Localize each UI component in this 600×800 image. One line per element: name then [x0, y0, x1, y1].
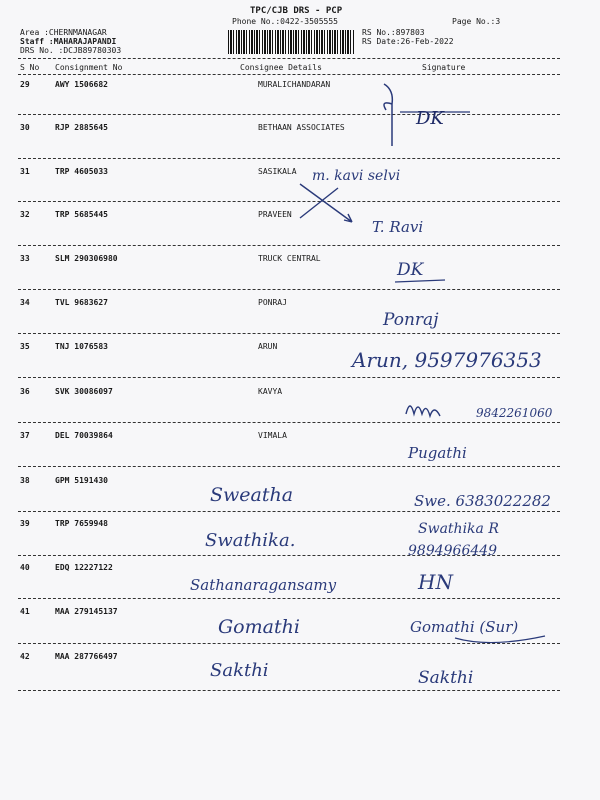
row-sno: 30: [20, 123, 30, 132]
rs-date: RS Date:26-Feb-2022: [362, 37, 454, 46]
row-consignment: TNJ 1076583: [55, 342, 108, 351]
name-r42: Sakthi: [210, 660, 269, 681]
row-sno: 35: [20, 342, 30, 351]
column-header-sno: S No: [20, 63, 40, 72]
row-sno: 29: [20, 80, 30, 89]
area-label: Area :CHERNMANAGAR: [20, 28, 107, 37]
row-consignee: BETHAAN ASSOCIATES: [258, 123, 345, 132]
row-sno: 38: [20, 476, 30, 485]
row-sno: 34: [20, 298, 30, 307]
row-sno: 39: [20, 519, 30, 528]
row-sno: 36: [20, 387, 30, 396]
row-consignment: SVK 30086097: [55, 387, 113, 396]
signature-r29: DK: [416, 108, 444, 129]
row-consignment: TRP 4605033: [55, 167, 108, 176]
signature-r40: HN: [418, 570, 453, 594]
phone-r39: 9894966449: [408, 543, 498, 559]
row-consignee: MURALICHANDARAN: [258, 80, 331, 89]
signature-r38: Swe. 6383022282: [414, 492, 551, 510]
row-consignment: MAA 287766497: [55, 652, 118, 661]
row-consignment: AWY 1506682: [55, 80, 108, 89]
row-consignment: EDQ 12227122: [55, 563, 113, 572]
name-r41: Gomathi: [218, 616, 300, 638]
row-sno: 37: [20, 431, 30, 440]
staff-label: Staff :MAHARAJAPANDI: [20, 37, 117, 46]
row-sno: 41: [20, 607, 30, 616]
row-sno: 33: [20, 254, 30, 263]
signature-r33: DK: [397, 260, 424, 280]
row-consignment: RJP 2885645: [55, 123, 108, 132]
row-consignment: TRP 5685445: [55, 210, 108, 219]
name-r40: Sathanaragansamy: [190, 576, 337, 594]
name-r39: Swathika.: [205, 530, 296, 551]
signature-r39: Swathika R: [418, 521, 499, 537]
signature-r37: Pugathi: [408, 444, 467, 462]
sheet-title: TPC/CJB DRS - PCP: [250, 6, 343, 16]
row-consignment: DEL 70039864: [55, 431, 113, 440]
row-sno: 42: [20, 652, 30, 661]
note-r31: m. kavi selvi: [312, 168, 401, 184]
signature-r32: T. Ravi: [372, 218, 424, 236]
signature-r35: Arun, 9597976353: [352, 348, 542, 372]
row-consignment: GPM 5191430: [55, 476, 108, 485]
name-r38: Sweatha: [210, 484, 294, 506]
rs-number: RS No.:897803: [362, 28, 425, 37]
column-header-consignee: Consignee Details: [240, 63, 322, 72]
signature-r34: Ponraj: [383, 310, 439, 330]
signature-r41: Gomathi (Sur): [410, 618, 519, 636]
column-header-consignment: Consignment No: [55, 63, 123, 72]
row-consignment: TVL 9683627: [55, 298, 108, 307]
row-consignee: KAVYA: [258, 387, 283, 396]
row-consignee: PONRAJ: [258, 298, 287, 307]
row-consignee: ARUN: [258, 342, 278, 351]
phone-r36: 9842261060: [476, 406, 553, 420]
row-consignment: MAA 279145137: [55, 607, 118, 616]
column-header-signature: Signature: [422, 63, 466, 72]
row-consignment: SLM 290306980: [55, 254, 118, 263]
signature-r42: Sakthi: [418, 668, 474, 688]
row-sno: 32: [20, 210, 30, 219]
row-sno: 40: [20, 563, 30, 572]
row-consignment: TRP 7659948: [55, 519, 108, 528]
row-consignee: SASIKALA: [258, 167, 297, 176]
phone-number: Phone No.:0422-3505555: [232, 17, 338, 26]
drs-number: DRS No. :DCJB89780303: [20, 46, 122, 55]
row-consignee: PRAVEEN: [258, 210, 292, 219]
row-consignee: TRUCK CENTRAL: [258, 254, 321, 263]
row-sno: 31: [20, 167, 30, 176]
row-consignee: VIMALA: [258, 431, 287, 440]
page-number: Page No.:3: [452, 17, 501, 26]
